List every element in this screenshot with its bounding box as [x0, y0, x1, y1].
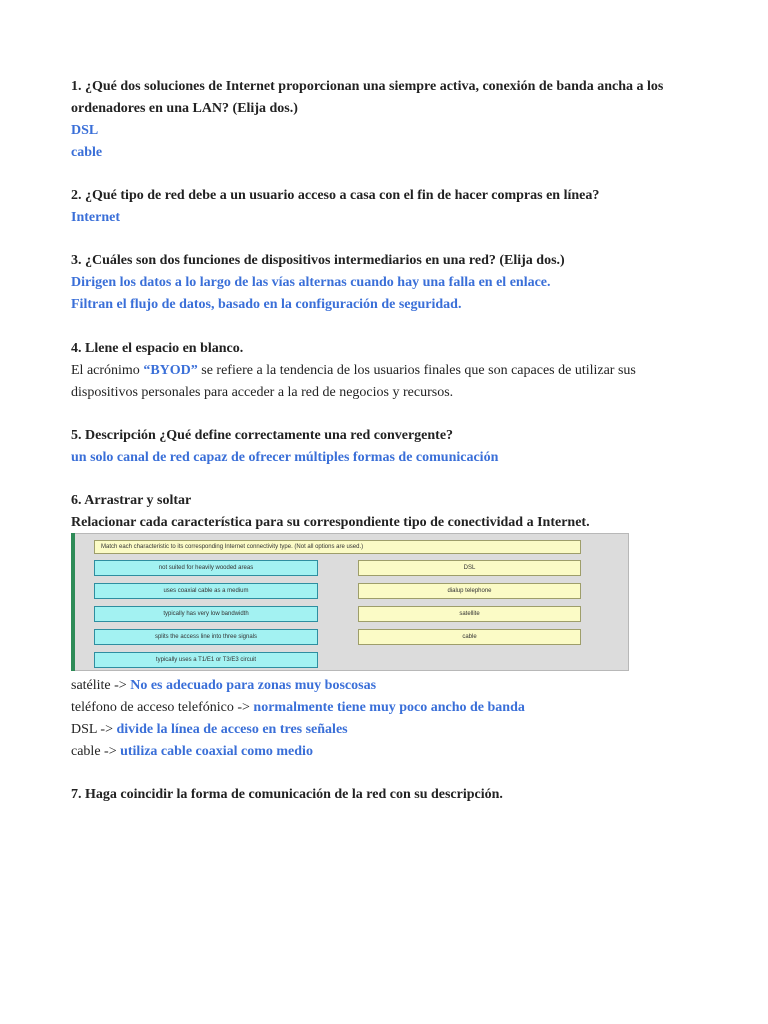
question-5 [71, 425, 711, 469]
figure-right-item: DSL [358, 560, 581, 576]
question-1-text-line2: ordenadores en una LAN? (Elija dos.) [71, 101, 298, 116]
figure-right-item: cable [358, 629, 581, 645]
match-answer: divide la línea de acceso en tres señales [116, 722, 348, 737]
match-row [71, 675, 711, 697]
question-7-text: 7. Haga coincidir la forma de comunicación de la red con su descripción. [71, 787, 503, 802]
question-1 [71, 76, 711, 164]
question-3-answer-2: Filtran el flujo de datos, basado en la configuración de seguridad. [71, 297, 462, 312]
match-answer: utiliza cable coaxial como medio [120, 744, 313, 759]
match-row [71, 719, 711, 741]
question-1-answer-2: cable [71, 145, 103, 160]
figure-instruction: Match each characteristic to its corresponding Internet connectivity type. (Not all options are used.) [94, 540, 581, 554]
figure-left-item: splits the access line into three signals [94, 629, 318, 645]
question-1-text-line1: 1. ¿Qué dos soluciones de Internet proporcionan una siempre activa, conexión de banda ancha a los [71, 79, 664, 94]
question-3-answer-1: Dirigen los datos a lo largo de las vías alternas cuando hay una falla en el enlace. [71, 275, 551, 290]
drag-drop-figure [73, 533, 629, 671]
match-row [71, 741, 711, 763]
question-1-answer-1: DSL [71, 123, 99, 138]
question-3-text: 3. ¿Cuáles son dos funciones de dispositivos intermediarios en una red? (Elija dos.) [71, 253, 565, 268]
question-7 [71, 784, 711, 806]
question-4-text: 4. Llene el espacio en blanco. [71, 341, 244, 356]
figure-accent-bar [71, 533, 75, 671]
match-answer: No es adecuado para zonas muy boscosas [130, 678, 377, 693]
match-term: satélite -> [71, 678, 131, 693]
match-answer: normalmente tiene muy poco ancho de banda [253, 700, 525, 715]
question-2-text: 2. ¿Qué tipo de red debe a un usuario acceso a casa con el fin de hacer compras en línea? [71, 188, 600, 203]
figure-left-item: uses coaxial cable as a medium [94, 583, 318, 599]
question-5-text: 5. Descripción ¿Qué define correctamente una red convergente? [71, 428, 454, 443]
question-2-answer-1: Internet [71, 210, 120, 225]
question-6-text-line2: Relacionar cada característica para su correspondiente tipo de conectividad a Internet. [71, 515, 590, 530]
figure-right-item: satellite [358, 606, 581, 622]
question-6 [71, 490, 711, 534]
figure-left-item: typically has very low bandwidth [94, 606, 318, 622]
question-4-body-line2: dispositivos personales para acceder a la red de negocios y recursos. [71, 385, 454, 400]
figure-left-item: typically uses a T1/E1 or T3/E3 circuit [94, 652, 318, 668]
question-3 [71, 250, 711, 316]
figure-left-item: not suited for heavily wooded areas [94, 560, 318, 576]
question-6-matches [71, 675, 711, 763]
figure-right-item: dialup telephone [358, 583, 581, 599]
question-4-body-prefix: El acrónimo [71, 363, 144, 378]
question-6-text-line1: 6. Arrastrar y soltar [71, 493, 192, 508]
question-4-body-line1 [71, 360, 711, 382]
match-term: DSL -> [71, 722, 117, 737]
question-5-answer-1: un solo canal de red capaz de ofrecer múltiples formas de comunicación [71, 450, 499, 465]
match-term: cable -> [71, 744, 121, 759]
match-row [71, 697, 711, 719]
question-2 [71, 185, 711, 229]
question-4-answer: “BYOD” [143, 363, 198, 378]
match-term: teléfono de acceso telefónico -> [71, 700, 254, 715]
question-4 [71, 338, 711, 404]
question-4-body-suffix: se refiere a la tendencia de los usuarios finales que son capaces de utilizar sus [197, 363, 636, 378]
